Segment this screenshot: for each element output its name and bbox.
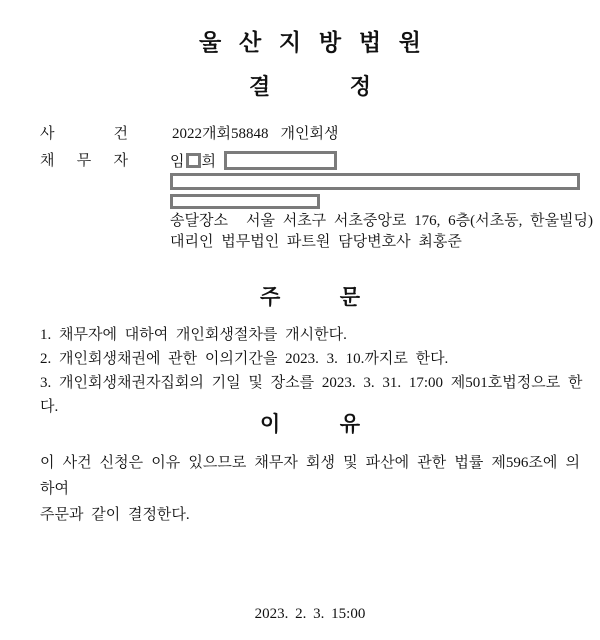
reason-line-2: 주문과 같이 결정한다.: [40, 507, 190, 523]
debtor-label: 채 무 자: [40, 153, 128, 169]
attorney-line: 대리인 법무법인 파트원 담당변호사 최홍준: [170, 234, 462, 250]
document-type-band: [40, 74, 580, 99]
order-item-2: 2. 개인회생채권에 관한 이의기간을 2023. 3. 10.까지로 한다.: [40, 351, 449, 367]
service-address-label: 송달장소: [170, 213, 228, 229]
debtor-name-suffix: 희: [201, 154, 216, 170]
debtor-row: [40, 151, 593, 253]
case-type: 개인회생: [280, 126, 339, 142]
order-item-3: 3. 개인회생채권자집회의 기일 및 장소를 2023. 3. 31. 17:00 제501호법정으로 한다.: [40, 375, 583, 415]
service-address: 서울 서초구 서초중앙로 176, 6층(서초동, 한울빌딩): [245, 213, 594, 229]
decision-datetime: 2023. 2. 3. 15:00: [254, 606, 366, 622]
reason-heading: 이 유: [260, 412, 360, 436]
order-item-1: 1. 채무자에 대하여 개인회생절차를 개시한다.: [40, 327, 347, 343]
case-value: [172, 124, 338, 144]
redaction-box-address-line1: [170, 173, 580, 190]
order-heading-band: [40, 285, 580, 309]
reason-heading-band: [40, 412, 580, 436]
court-name-band: [40, 30, 580, 56]
debtor-name-prefix: 임: [170, 154, 185, 170]
redaction-box-name: [224, 151, 337, 170]
reason-paragraph: [40, 450, 580, 528]
order-list: [40, 323, 585, 419]
redaction-box-name-char: [186, 153, 201, 168]
service-address-line: [170, 211, 593, 232]
case-number: 2022개회58848: [172, 126, 269, 142]
case-row: [40, 124, 338, 144]
order-heading: 주 문: [260, 285, 360, 309]
debtor-value: [170, 151, 593, 253]
document-type-heading: 결 정: [249, 74, 371, 99]
debtor-name-line: [170, 151, 593, 171]
court-name: 울 산 지 방 법 원: [199, 30, 421, 55]
reason-line-1: 이 사건 신청은 이유 있으므로 채무자 회생 및 파산에 관한 법률 제596조에 의하여: [40, 455, 580, 497]
redaction-box-address-line2: [170, 194, 320, 209]
case-label: 사 건: [40, 126, 128, 142]
